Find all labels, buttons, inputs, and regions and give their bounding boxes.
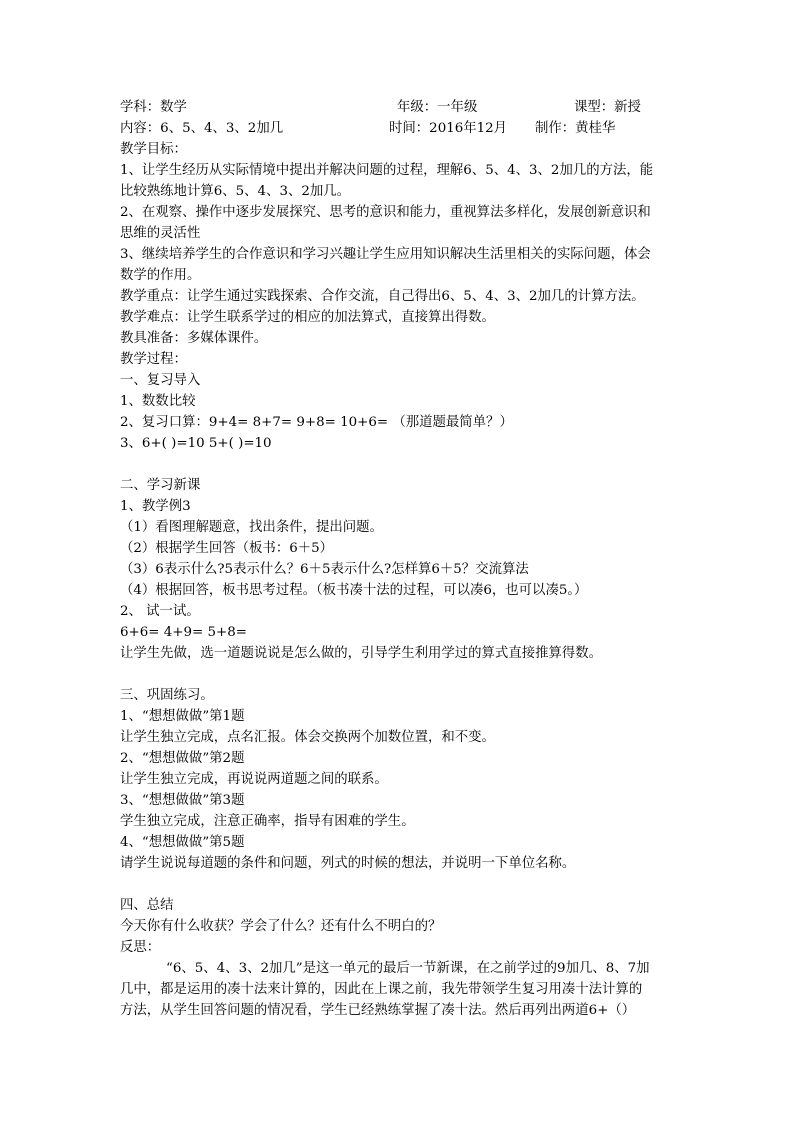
section-2-line: 1、教学例3 xyxy=(120,499,191,514)
goal-1-line-2: 比较熟练地计算6、5、4、3、2加几。 xyxy=(120,184,351,199)
section-2-line: （3）6表示什么?5表示什么？6＋5表示什么?怎样算6＋5？交流算法 xyxy=(120,562,529,577)
section-2-line: （4）根据回答，板书思考过程。（板书凑十法的过程，可以凑6，也可以凑5。） xyxy=(120,583,588,598)
section-2-line: （2）根据学生回答（板书：6＋5） xyxy=(120,541,334,556)
header-row-1 xyxy=(120,97,680,118)
time-label: 时间：2016年12月 xyxy=(389,121,508,136)
section-2-line: （1）看图理解题意，找出条件，提出问题。 xyxy=(120,520,383,535)
lesson-type-label: 课型：新授 xyxy=(574,100,641,115)
section-3-line: 学生独立完成，注意正确率，指导有困难的学生。 xyxy=(120,814,415,829)
blank-line xyxy=(120,454,680,475)
goal-1-line-1: 1、让学生经历从实际情境中提出并解决问题的过程，理解6、5、4、3、2加几的方法，能 xyxy=(120,163,654,178)
tools: 教具准备：多媒体课件。 xyxy=(120,331,268,346)
section-3-line: 4、“想想做做”第5题 xyxy=(120,835,245,850)
section-2-line: 6+6= 4+9= 5+8= xyxy=(120,625,247,640)
section-3-line: 让学生独立完成，再说说两道题之间的联系。 xyxy=(120,772,388,787)
goals-title: 教学目标： xyxy=(120,142,187,157)
reflection-title: 反思： xyxy=(120,940,161,955)
section-3-line: 1、“想想做做”第1题 xyxy=(120,709,245,724)
reflection-line-1: “6、5、4、3、2加几”是这一单元的最后一节新课，在之前学过的9加几、8、7加 xyxy=(166,961,650,976)
goal-3-line-2: 数学的作用。 xyxy=(120,268,201,283)
section-4-line: 今天你有什么收获？学会了什么？还有什么不明白的？ xyxy=(120,919,442,934)
blank-line xyxy=(120,874,680,895)
section-1-line: 2、复习口算：9+4= 8+7= 9+8= 10+6= （那道题最简单？） xyxy=(120,415,513,430)
goal-3-line-1: 3、继续培养学生的合作意识和学习兴趣让学生应用知识解决生活里相关的实际问题，体会 xyxy=(120,247,651,262)
reflection-line-2: 几中，都是运用的凑十法来计算的，因此在上课之前，我先带领学生复习用凑十法计算的 xyxy=(120,982,643,997)
reflection-line-3: 方法，从学生回答问题的情况看，学生已经熟练掌握了凑十法。然后再列出两道6+（） xyxy=(120,1003,636,1018)
section-1-line: 3、6+( )=10 5+( )=10 xyxy=(120,436,272,451)
section-3-title: 三、巩固练习。 xyxy=(120,688,214,703)
content-label: 内容：6、5、4、3、2加几 xyxy=(120,121,284,136)
goal-2-line-2: 思维的灵活性 xyxy=(120,226,201,241)
section-3-line: 让学生独立完成，点名汇报。体会交换两个加数位置，和不变。 xyxy=(120,730,495,745)
author-label: 制作：黄桂华 xyxy=(535,121,616,136)
section-4-title: 四、总结 xyxy=(120,898,174,913)
subject-label: 学科：数学 xyxy=(120,100,187,115)
difficulty: 教学难点：让学生联系学过的相应的加法算式，直接算出得数。 xyxy=(120,310,495,325)
process-title: 教学过程： xyxy=(120,352,187,367)
key-point: 教学重点：让学生通过实践探索、合作交流，自己得出6、5、4、3、2加几的计算方法。 xyxy=(120,289,645,304)
section-3-line: 请学生说说每道题的条件和问题，列式的时候的想法，并说明一下单位名称。 xyxy=(120,856,576,871)
blank-line xyxy=(120,664,680,685)
section-1-title: 一、复习导入 xyxy=(120,373,201,388)
section-2-title: 二、学习新课 xyxy=(120,478,201,493)
section-2-line: 让学生先做，选一道题说说是怎么做的，引导学生利用学过的算式直接推算得数。 xyxy=(120,646,603,661)
section-1-line: 1、数数比较 xyxy=(120,394,196,409)
section-3-line: 3、“想想做做”第3题 xyxy=(120,793,245,808)
grade-label: 年级：一年级 xyxy=(397,100,478,115)
section-3-line: 2、“想想做做”第2题 xyxy=(120,751,245,766)
goal-2-line-1: 2、在观察、操作中逐步发展探究、思考的意识和能力，重视算法多样化，发展创新意识和 xyxy=(120,205,651,220)
header-row-2 xyxy=(120,118,680,139)
section-2-line: 2、 试一试。 xyxy=(120,604,200,619)
document-page xyxy=(120,97,680,1021)
